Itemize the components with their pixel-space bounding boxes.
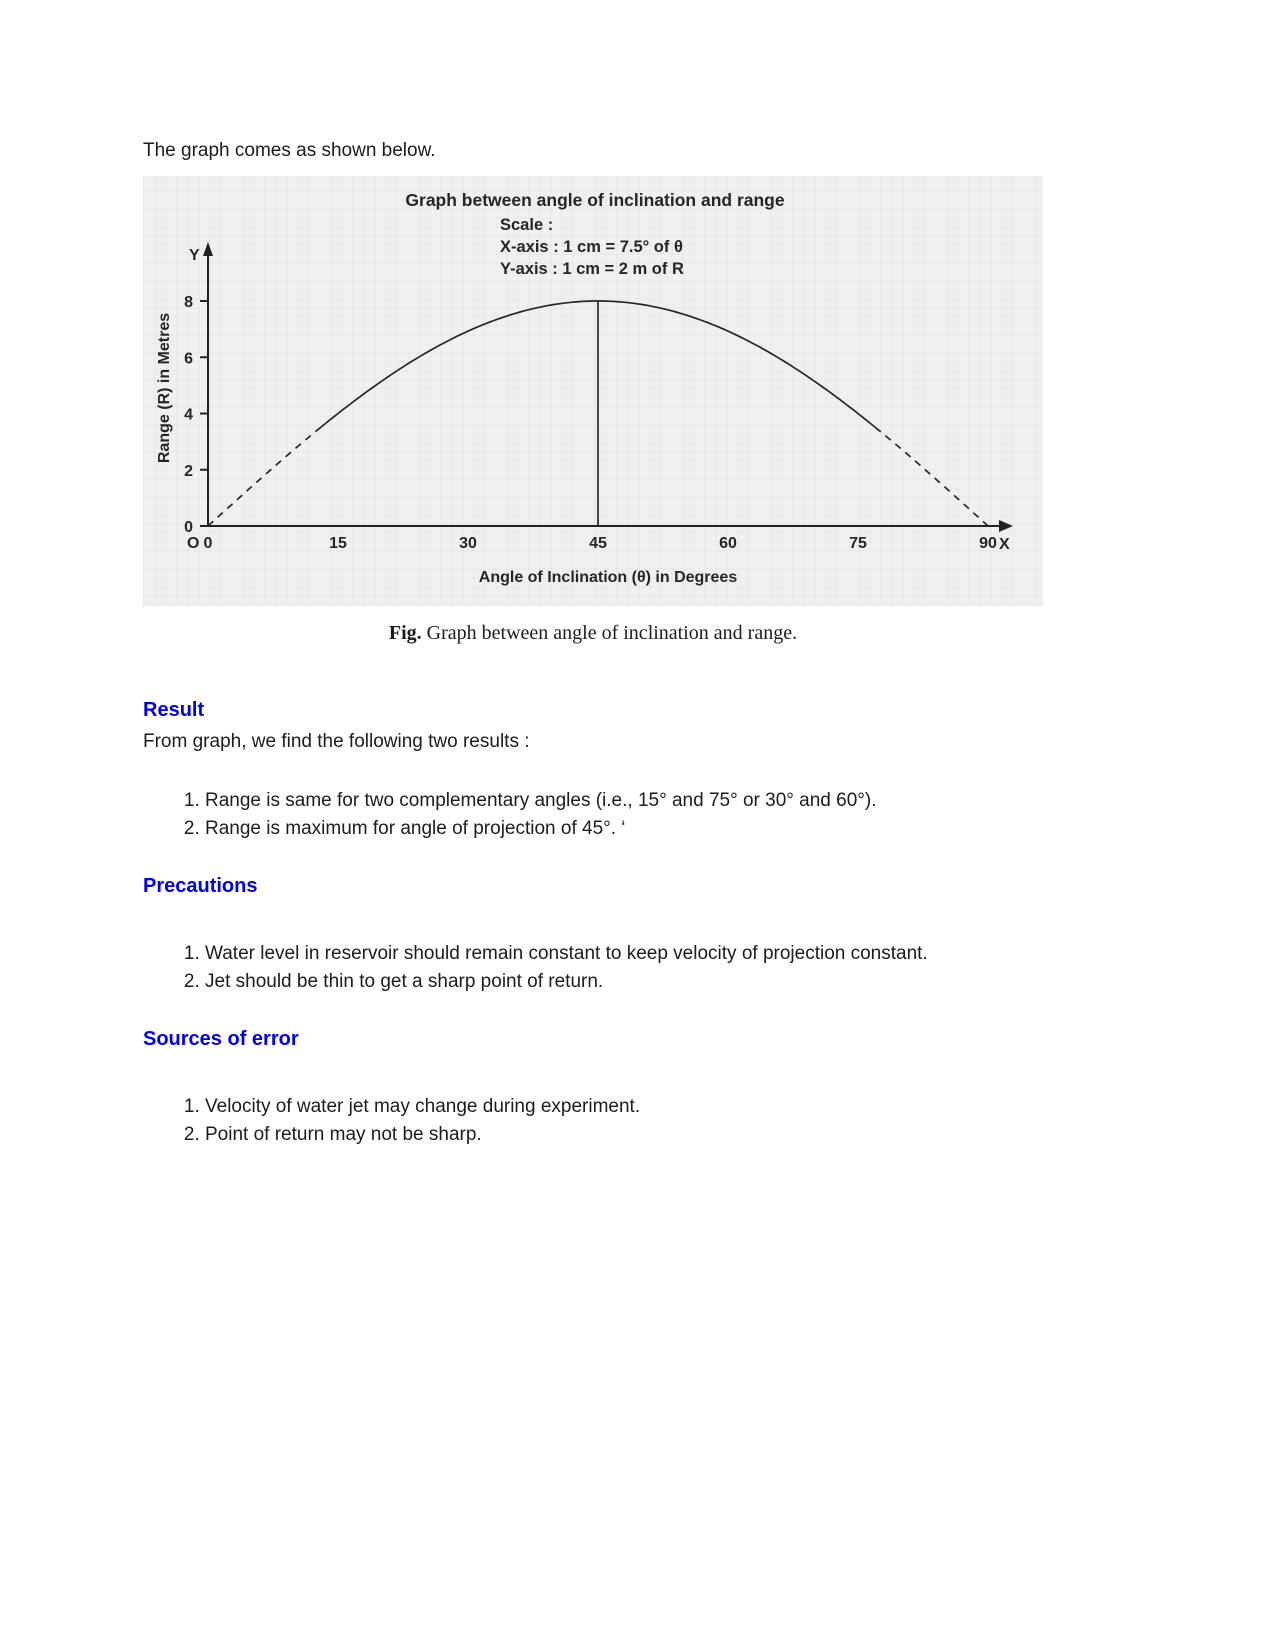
svg-text:15: 15 — [329, 535, 347, 552]
section-precautions — [143, 875, 1143, 996]
graph-title: Graph between angle of inclination and range — [405, 190, 785, 210]
list-item: 1. Water level in reservoir should remain constant to keep velocity of projection constant. — [205, 940, 1085, 968]
svg-text:2: 2 — [184, 462, 193, 480]
intro-text: The graph comes as shown below. — [143, 140, 436, 161]
svg-text:0: 0 — [203, 535, 213, 552]
figure-caption-label: Fig. — [388, 622, 422, 644]
section-heading-precautions: Precautions — [143, 875, 258, 897]
svg-text:75: 75 — [849, 535, 867, 552]
figure — [143, 176, 1143, 645]
result-lead-text: From graph, we find the following two results : — [143, 731, 530, 752]
x-axis-title: Angle of Inclination (θ) in Degrees — [478, 569, 738, 586]
list-item: 2. Jet should be thin to get a sharp point of return. — [205, 968, 1085, 996]
figure-scan — [143, 176, 1043, 606]
svg-text:8: 8 — [184, 294, 193, 311]
graph-plot-area — [184, 294, 997, 552]
y-axis-letter: Y — [189, 247, 200, 264]
document-page — [143, 138, 1143, 1149]
graph-yscale-text: Y-axis : 1 cm = 2 m of R — [500, 260, 684, 278]
origin-label: O — [187, 535, 200, 552]
svg-text:0: 0 — [184, 519, 193, 536]
sources-of-error-list — [143, 1093, 1085, 1149]
list-item: 2. Point of return may not be sharp. — [205, 1121, 1085, 1149]
list-item: 1. Velocity of water jet may change during experiment. — [205, 1093, 1085, 1121]
result-list — [143, 787, 1085, 843]
section-heading-sources-of-error: Sources of error — [143, 1028, 299, 1050]
x-axis-arrow-icon — [999, 520, 1013, 532]
range-vs-angle-graph — [143, 176, 1043, 606]
svg-text:4: 4 — [184, 406, 193, 424]
list-item: 1. Range is same for two complementary angles (i.e., 15° and 75° or 30° and 60°). — [205, 787, 1085, 815]
y-axis-title: Range (R) in Metres — [156, 312, 173, 464]
svg-text:30: 30 — [459, 535, 477, 552]
figure-caption-text: Graph between angle of inclination and range. — [426, 622, 798, 644]
figure-caption — [143, 622, 1043, 645]
svg-text:90: 90 — [979, 535, 997, 552]
graph-xscale-text: X-axis : 1 cm = 7.5° of θ — [500, 238, 683, 256]
section-result — [143, 699, 1143, 843]
section-heading-result: Result — [143, 699, 205, 721]
precautions-list — [143, 940, 1085, 996]
svg-text:60: 60 — [719, 535, 737, 552]
x-axis-letter: X — [999, 536, 1010, 553]
svg-text:45: 45 — [589, 535, 607, 552]
svg-text:6: 6 — [184, 350, 193, 368]
list-item: 2. Range is maximum for angle of projection of 45°. ‘ — [205, 815, 1085, 843]
section-sources-of-error — [143, 1028, 1143, 1149]
graph-scale-label: Scale : — [500, 216, 554, 234]
y-axis-arrow-icon — [203, 242, 213, 256]
